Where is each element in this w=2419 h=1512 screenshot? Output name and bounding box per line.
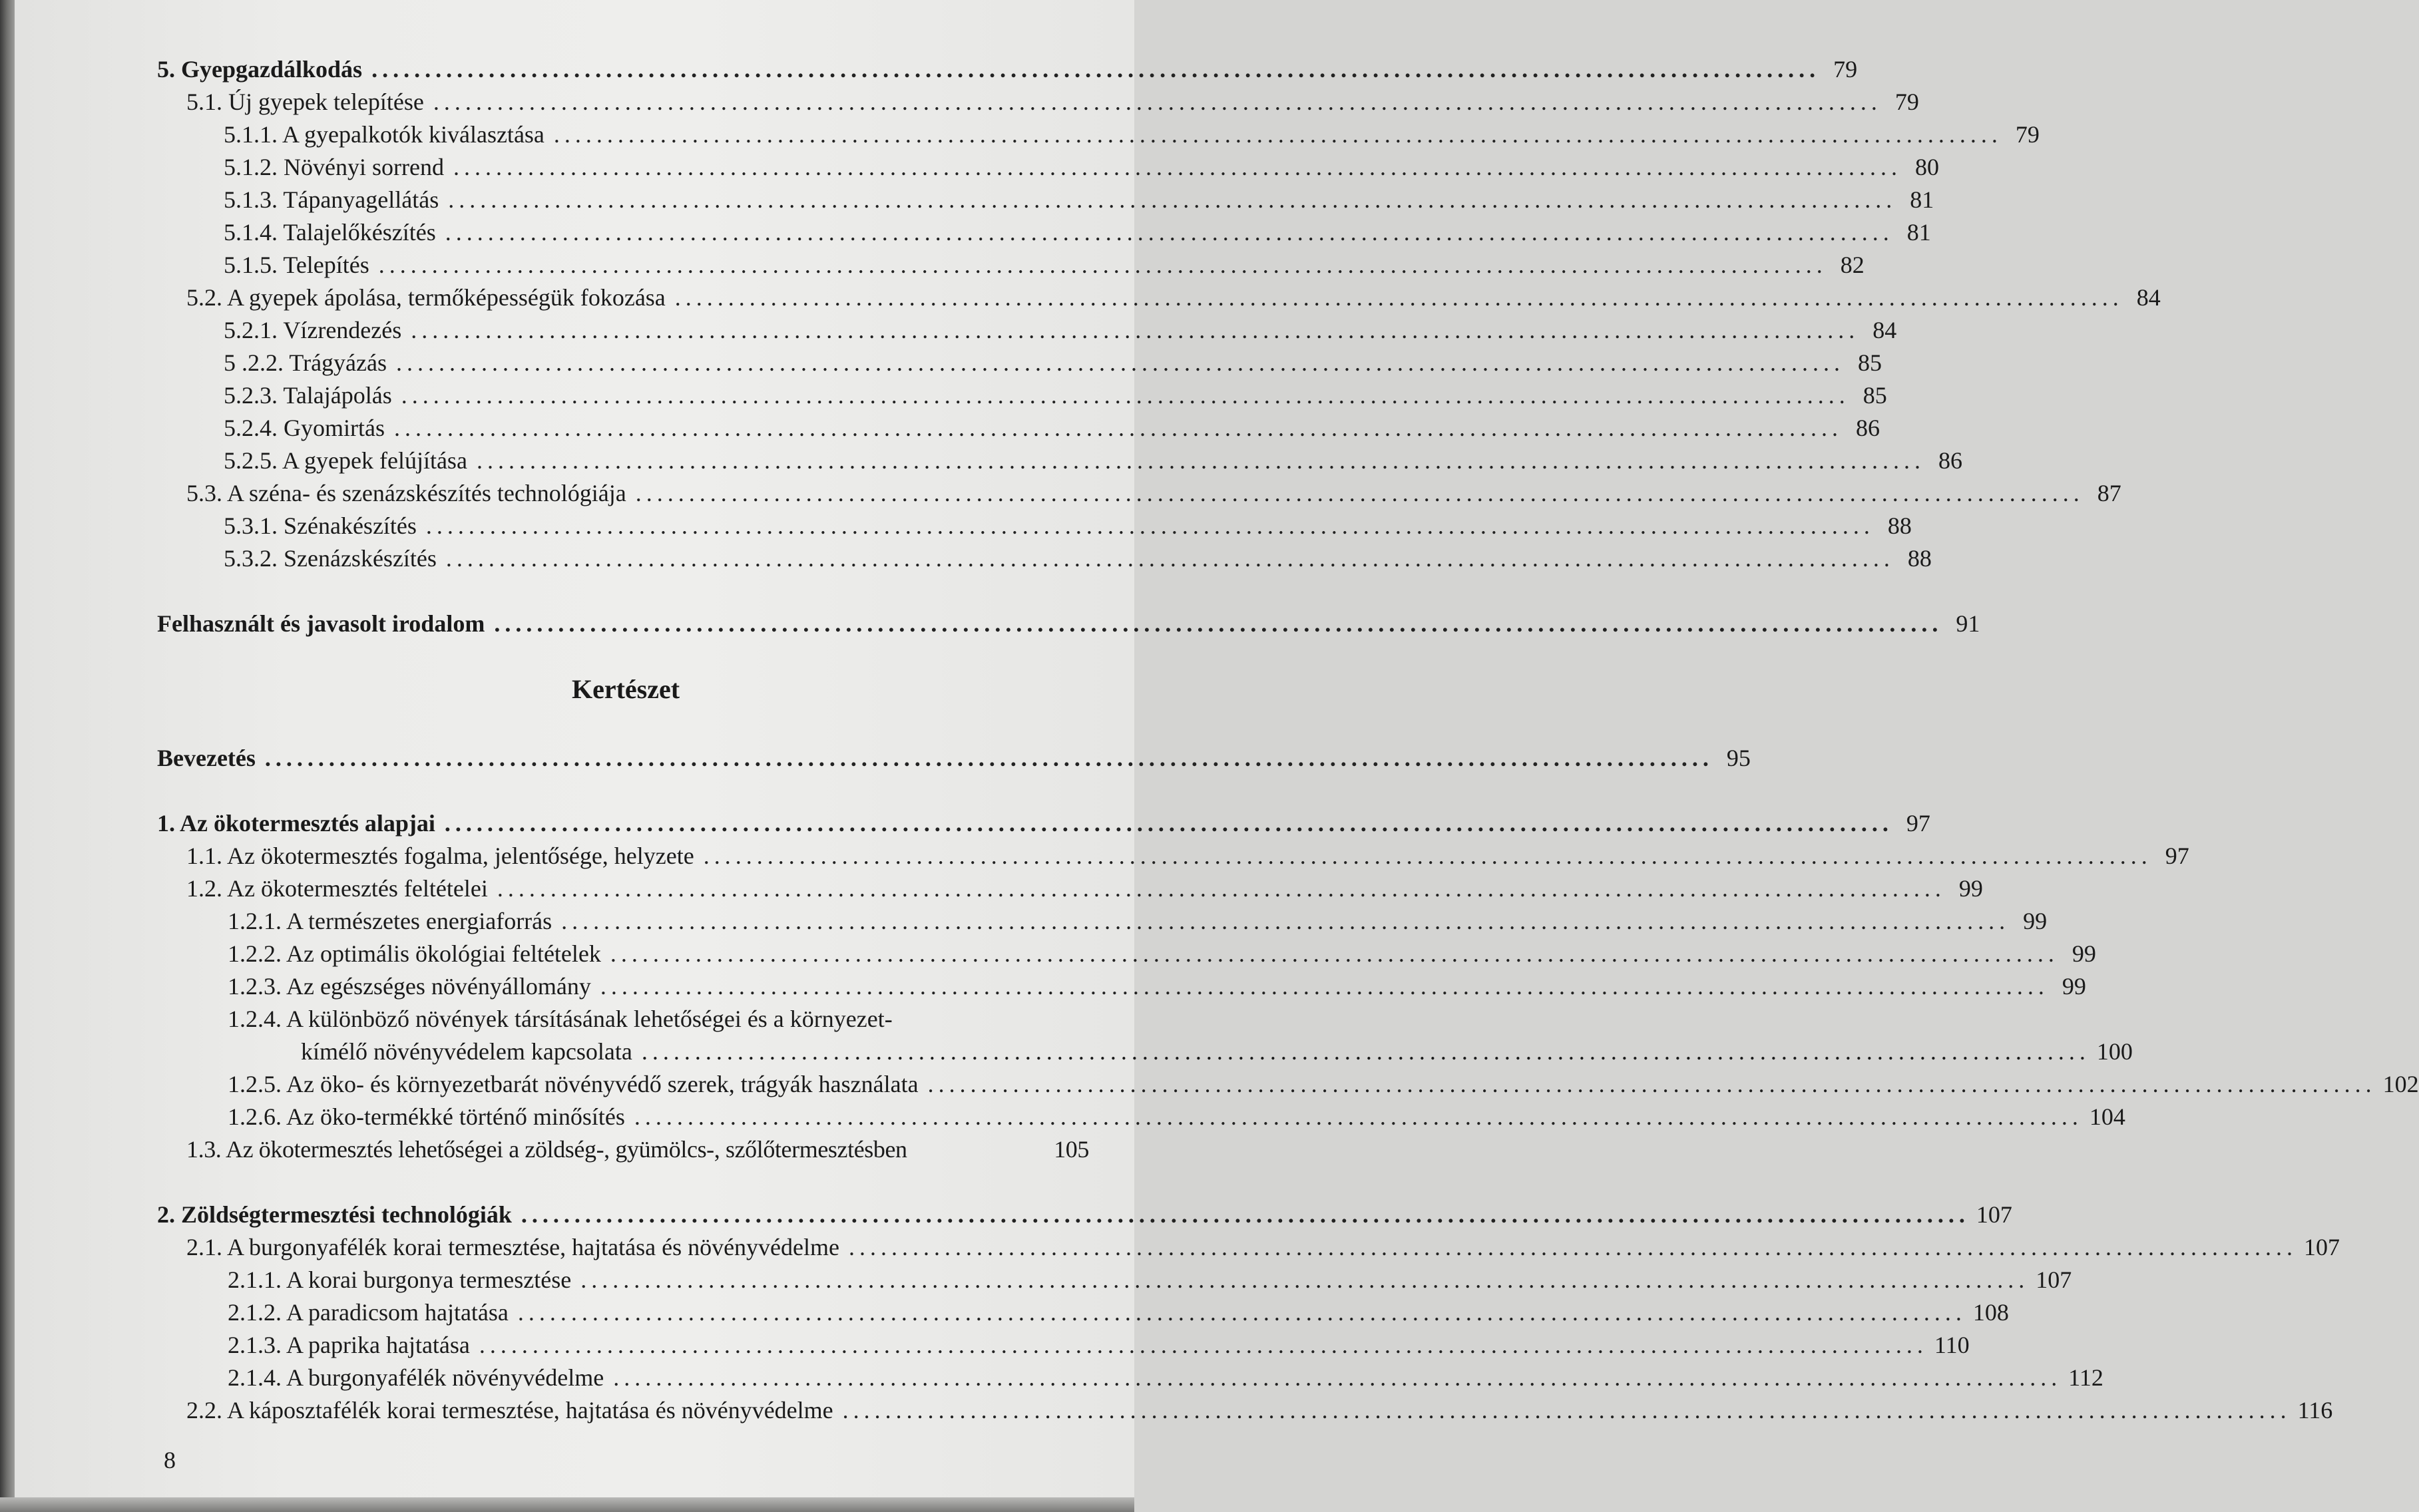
toc-entry-title: 5.1.5. Telepítés [224, 252, 369, 278]
toc-entry-title: 5.3.2. Szenázskészítés [224, 545, 437, 572]
dot-leader: ........................................................................................................................................ [842, 1397, 2291, 1423]
toc-entry [228, 1102, 2125, 1131]
toc-entry-title: 1.1. Az ökotermesztés fogalma, jelentősége, helyzete [186, 843, 694, 869]
toc-entry-page: 91 [1956, 610, 1980, 637]
dot-leader: ........................................................................................................................................ [497, 875, 1946, 902]
toc-entry-page: 87 [2097, 480, 2121, 506]
toc-entry-page: 81 [1910, 186, 1934, 213]
toc-entry-title: Felhasznált és javasolt irodalom [157, 610, 485, 637]
toc-entry-title: 1.2.5. Az öko- és környezetbarát növényvédő szerek, trágyák használata [228, 1071, 919, 1097]
toc-entry [228, 1265, 2072, 1294]
toc-entry-title: 5.1.2. Növényi sorrend [224, 154, 444, 180]
toc-entry-page: 107 [2036, 1266, 2072, 1293]
toc-entry [186, 87, 1919, 116]
page-bottom-edge [0, 1497, 1134, 1512]
toc-entry-page: 112 [2068, 1364, 2103, 1391]
dot-leader: ........................................................................................................................................ [634, 1103, 2083, 1130]
toc-entry-title: 5.3.1. Szénakészítés [224, 512, 417, 539]
dot-leader: ........................................................................................................................................ [411, 317, 1860, 343]
dot-leader: ........................................................................................................................................ [553, 121, 2002, 148]
dot-leader: ........................................................................................................................................ [610, 940, 2059, 967]
toc-entry-title: 2. Zöldségtermesztési technológiák [157, 1201, 512, 1228]
toc-entry-page: 99 [2023, 908, 2048, 934]
toc-entry [228, 1363, 2103, 1392]
toc-entry-title: 5.1.1. A gyepalkotók kiválasztása [224, 121, 545, 148]
toc-entry [228, 1330, 1970, 1360]
toc-entry-page: 81 [1906, 219, 1931, 246]
dot-leader: ........................................................................................................................................ [444, 810, 1893, 837]
toc-entry-page: 80 [1914, 154, 1939, 180]
dot-leader: ........................................................................................................................................ [641, 1038, 2090, 1065]
toc-entry [157, 809, 1930, 838]
toc-entry [224, 250, 1865, 280]
toc-entry [224, 185, 1934, 214]
toc-entry-title: 2.1. A burgonyafélék korai termesztése, hajtatása és növényvédelme [186, 1234, 839, 1260]
toc-entry [186, 1135, 1089, 1164]
toc-entry [224, 120, 2040, 149]
toc-entry-page: 84 [1872, 317, 1897, 343]
toc-entry-title: 5.2. A gyepek ápolása, termőképességük fokozása [186, 284, 666, 311]
toc-entry-page: 100 [2096, 1038, 2133, 1065]
toc-entry [224, 315, 1897, 345]
dot-leader: ........................................................................................................................................ [494, 610, 1943, 637]
toc-entry-page: 110 [1934, 1332, 1970, 1358]
toc-entry [224, 446, 1962, 475]
book-spine-shadow [0, 0, 15, 1512]
dot-leader: ........................................................................................................................................ [479, 1332, 1928, 1358]
toc-entry [228, 1298, 2009, 1327]
toc-entry-page: 82 [1840, 252, 1865, 278]
toc-entry-page: 105 [1054, 1136, 1089, 1163]
dot-leader: ........................................................................................................................................ [453, 154, 1902, 180]
toc-entry-page: 99 [1958, 875, 1983, 902]
toc-entry [186, 283, 2161, 312]
toc-entry-title: 1.2. Az ökotermesztés feltételei [186, 875, 488, 902]
toc-entry-page: 95 [1726, 745, 1751, 771]
toc-entry-page: 79 [2015, 121, 2040, 148]
toc-entry-title: 5.2.1. Vízrendezés [224, 317, 402, 343]
dot-leader: ........................................................................................................................................ [476, 447, 1925, 474]
toc-entry-page: 86 [1855, 415, 1880, 441]
toc-entry-title: 5. Gyepgazdálkodás [157, 56, 363, 83]
dot-leader: ........................................................................................................................................ [703, 843, 2152, 869]
toc-entry [186, 841, 2189, 870]
dot-leader: ........................................................................................................................................ [433, 89, 1882, 115]
toc-entry-title: 5.1. Új gyepek telepítése [186, 89, 424, 115]
toc-entry [157, 743, 1751, 773]
toc-entry-title: kímélő növényvédelem kapcsolata [301, 1038, 632, 1065]
toc-entry-title: 1.2.6. Az öko-termékké történő minősítés [228, 1103, 625, 1130]
toc-entry-title: 5.1.4. Talajelőkészítés [224, 219, 436, 246]
toc-entry [186, 478, 2121, 508]
toc-entry-page: 99 [2062, 973, 2086, 1000]
toc-entry-title: 1.2.2. Az optimális ökológiai feltételek [228, 940, 601, 967]
toc-entry-page: 116 [2297, 1397, 2333, 1423]
toc-entry-title: Bevezetés [157, 745, 256, 771]
toc-entry-page: 107 [1976, 1201, 2012, 1228]
dot-leader: ........................................................................................................................................ [401, 382, 1850, 409]
dot-leader: ........................................................................................................................................ [396, 349, 1845, 376]
toc-entry-page: 97 [2165, 843, 2189, 869]
toc-entry-page: 108 [1972, 1299, 2009, 1326]
toc-entry-title: 1. Az ökotermesztés alapjai [157, 810, 435, 837]
toc-entry-page: 85 [1858, 349, 1882, 376]
toc-entry-title: 1.2.3. Az egészséges növényállomány [228, 973, 591, 1000]
dot-leader: ........................................................................................................................................ [445, 219, 1894, 246]
toc-entry-page: 107 [2304, 1234, 2340, 1260]
dot-leader: ........................................................................................................................................ [371, 56, 1821, 83]
toc-entry-title: 2.1.1. A korai burgonya termesztése [228, 1266, 572, 1293]
dot-leader: ........................................................................................................................................ [264, 745, 1713, 771]
dot-leader: ........................................................................................................................................ [445, 545, 1894, 572]
toc-entry-title: 1.3. Az ökotermesztés lehetőségei a zöldség-, gyümölcs-, szőlőtermesztésben [186, 1136, 907, 1163]
toc-entry [228, 1069, 2419, 1099]
toc-entry [224, 381, 1887, 410]
toc-entry-title: 5.1.3. Tápanyagellátás [224, 186, 439, 213]
toc-entry-title: 5.2.5. A gyepek felújítása [224, 447, 467, 474]
toc-entry-continuation [301, 1037, 2133, 1066]
toc-entry-page: 84 [2136, 284, 2161, 311]
dot-leader: ........................................................................................................................................ [393, 415, 1843, 441]
dot-leader: ........................................................................................................................................ [927, 1071, 2376, 1097]
dot-leader: ........................................................................................................................................ [580, 1266, 2030, 1293]
dot-leader: ........................................................................................................................................ [517, 1299, 1966, 1326]
toc-entry [186, 1232, 2340, 1262]
toc-entry-title: 1.2.4. A különböző növények társításának lehetőségei és a környezet- [228, 1006, 893, 1032]
toc-entry-page: 97 [1906, 810, 1930, 837]
toc-entry-title: 2.1.3. A paprika hajtatása [228, 1332, 470, 1358]
toc-entry [157, 55, 1858, 84]
toc-entry [224, 544, 1932, 573]
toc-entry-title: 2.1.4. A burgonyafélék növényvédelme [228, 1364, 604, 1391]
toc-entry [224, 511, 1912, 540]
page-number: 8 [164, 1447, 176, 1473]
toc-entry-title: 5.2.4. Gyomirtás [224, 415, 385, 441]
toc-entry [228, 972, 2086, 1001]
toc-entry [228, 939, 2096, 968]
toc-entry-page: 79 [1833, 56, 1858, 83]
toc-entry [186, 874, 1983, 903]
toc-entry-page: 79 [1894, 89, 1919, 115]
dot-leader: ........................................................................................................................................ [521, 1201, 1970, 1228]
dot-leader: ........................................................................................................................................ [378, 252, 1827, 278]
dot-leader: ........................................................................................................................................ [635, 480, 2084, 506]
toc-entry-title: 2.2. A káposztafélék korai termesztése, hajtatása és növényvédelme [186, 1397, 833, 1423]
toc-entry [157, 609, 1980, 638]
dot-leader: ........................................................................................................................................ [425, 512, 1874, 539]
toc-entry-title: 1.2.1. A természetes energiaforrás [228, 908, 552, 934]
dot-leader: ........................................................................................................................................ [448, 186, 1897, 213]
toc-entry [224, 218, 1931, 247]
dot-leader: ........................................................................................................................................ [600, 973, 2049, 1000]
toc-entry [224, 348, 1882, 377]
toc-entry-title: 2.1.2. A paradicsom hajtatása [228, 1299, 509, 1326]
toc-entry-page: 102 [2382, 1071, 2419, 1097]
toc-entry-title: 5 .2.2. Trágyázás [224, 349, 387, 376]
dot-leader: ........................................................................................................................................ [849, 1234, 2297, 1260]
dot-leader: ........................................................................................................................................ [674, 284, 2123, 311]
toc-entry-page: 85 [1863, 382, 1887, 409]
toc-entry-page: 99 [2072, 940, 2096, 967]
toc-entry-title: 5.3. A széna- és szenázskészítés technológiája [186, 480, 626, 506]
toc-entry [224, 413, 1880, 443]
toc-entry-page: 88 [1907, 545, 1932, 572]
toc-entry [186, 1396, 2333, 1425]
toc-entry [224, 152, 1939, 182]
toc-entry-page: 86 [1938, 447, 1962, 474]
toc-entry [228, 1004, 1089, 1034]
dot-leader: ........................................................................................................................................ [561, 908, 2010, 934]
toc-entry-title: 5.2.3. Talajápolás [224, 382, 392, 409]
toc-entry [228, 906, 2048, 936]
toc-entry-page: 104 [2089, 1103, 2125, 1130]
section-title: Kertészet [571, 674, 680, 704]
toc-entry [157, 1200, 2012, 1229]
toc-entry-page: 88 [1887, 512, 1912, 539]
dot-leader: ........................................................................................................................................ [613, 1364, 2062, 1391]
